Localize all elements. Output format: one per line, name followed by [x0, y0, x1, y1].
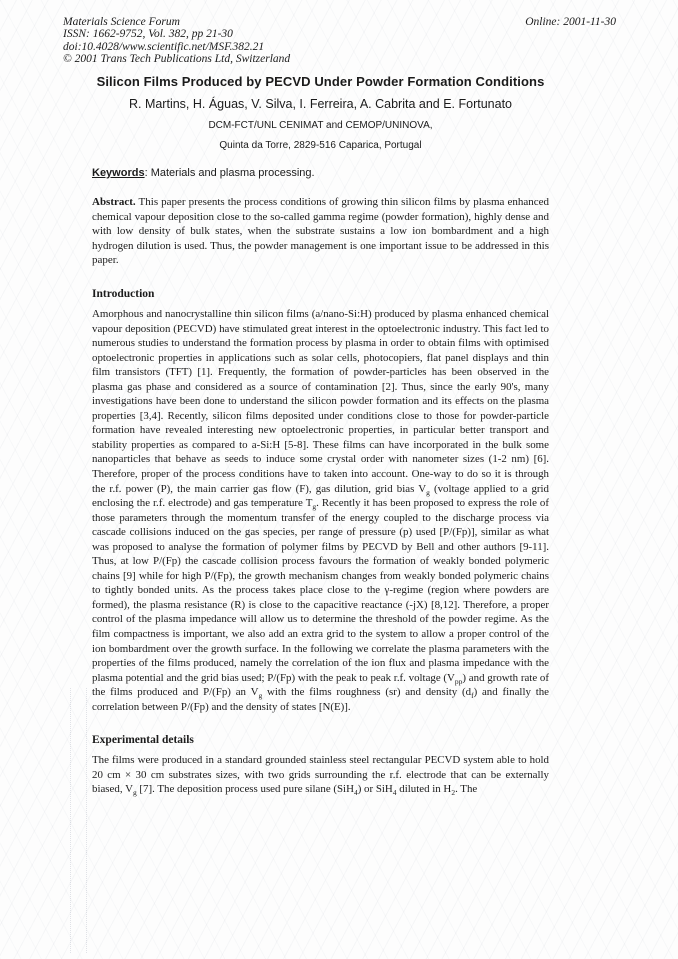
experimental-details-paragraph: The films were produced in a standard grounded stainless steel rectangular PECVD system able to hold 20 cm × 30 cm substrates sizes, with two grids surrounding the r.f. electrode that can be externally biased, $V_g$ [7]. The deposition process used pure silane (SiH$_4$) or SiH$_4$ diluted in $H_2$. The: [92, 754, 549, 798]
section-heading-experimental-details: Experimental details: [92, 734, 194, 747]
abstract-label: Abstract.: [92, 196, 136, 208]
affiliation-line-1: DCM-FCT/UNL CENIMAT and CEMOP/UNINOVA,: [208, 120, 433, 131]
journal-issn-line: ISSN: 1662-9752, Vol. 382, pp 21-30: [63, 28, 233, 41]
paper-authors: R. Martins, H. Águas, V. Silva, I. Ferreira, A. Cabrita and E. Fortunato: [128, 97, 513, 111]
affiliation-line-2: Quinta da Torre, 2829-516 Caparica, Portugal: [219, 140, 422, 151]
abstract-text: This paper presents the process conditions of growing thin silicon films by plasma enhanced chemical vapour deposition close to the so-called gamma regime (powder formation), highly dense and with low density of bulk states, when the substrate sustains a low ion bombardment and a high hydrogen dilution is used. Thus, the powder management is one important issue to be addressed in this paper.: [92, 196, 549, 267]
scan-artifact-line: [86, 688, 87, 953]
keywords-line: [92, 167, 549, 180]
paper-title: Silicon Films Produced by PECVD Under Powder Formation Conditions: [96, 74, 545, 89]
keywords-separator: :: [144, 167, 151, 179]
keywords-label: Keywords: [92, 167, 145, 179]
online-date: Online: 2001-11-30: [525, 16, 616, 28]
journal-copyright-line: © 2001 Trans Tech Publications Ltd, Switzerland: [63, 53, 291, 66]
paper-content: [92, 0, 549, 797]
abstract-paragraph: [92, 195, 549, 268]
section-heading-introduction: Introduction: [92, 287, 155, 300]
keywords-text: Materials and plasma processing.: [150, 167, 315, 179]
scan-artifact-line: [70, 688, 71, 953]
introduction-paragraph: Amorphous and nanocrystalline thin silicon films (a/nano-Si:H) produced by plasma enhanced chemical vapour deposition (PECVD) have stimulated great interest in the optoelectronic industry. This fact led to numerous studies to understand the formation process by plasma in order to obtain films with optimised optoelectronic properties in applications such as solar cells, photocopiers, flat panel displays and thin film transistors (TFT) [1]. Frequently, the formation of powder-particles has been observed in the plasma gas phase and considered as a source of contamination [2]. Thus, since the early 90's, many investigations have been done to understand the silicon powder formation and its effects on the plasma properties [3,4]. Recently, silicon films deposited under conditions close to those for powder-particle formation have revealed interesting new optoelectronic properties, in particular better transport and stability properties as compared to a-Si:H [5-8]. These films can have incorporated in the bulk some nanoparticles that behave as seeds to induce some crystal order with nanometer sizes (1-2 nm) [6]. Therefore, proper of the process conditions have to taken into account. One-way to do so it is through the r.f. power (P), the main carrier gas flow (F), gas dilution, grid bias $V_g$ (voltage applied to a grid enclosing the r.f. electrode) and gas temperature $T_g$. Recently it has been proposed to express the role of those parameters through the momentum transfer of the energy coupled to the discharge process via cascade collisions induced on the gas species, per range of pressure (p) used [P/(Fp)], similar as what was proposed to analyse the formation of polymer films by PECVD by Bell and other authors [9-11]. Thus, at low P/(Fp) the cascade collision process favours the formation of weakly bonded polymeric chains [9] while for high P/(Fp), the growth mechanism changes from weakly bonded polymeric chains to tightly bonded units. As the process takes place close to the γ-regime (region where powders are formed), the plasma resistance (R) is close to the capacitive reactance (-jX) [8,12]. Therefore, a proper control of the plasma impedance will allow us to determine the threshold of the powder regime. As the film compactness is important, we also add an extra grid to the system to allow a proper control of the ion bombardment over the growth surface. In the following we correlate the plasma parameters with the properties of the films produced, namely the correlation of the ion flux and plasma impedance with the plasma potential and the grid bias used; P/(Fp) with the peak to peak r.f. voltage $(V_{pp})$ and growth rate of the films produced and P/(Fp) an $V_g$ with the films roughness (sr) and density $(d_f)$ and finally the correlation between P/(Fp) and the density of states [N(E)].: [92, 307, 549, 713]
journal-doi-line: doi:10.4028/www.scientific.net/MSF.382.21: [63, 40, 265, 53]
journal-name: Materials Science Forum: [63, 16, 180, 28]
